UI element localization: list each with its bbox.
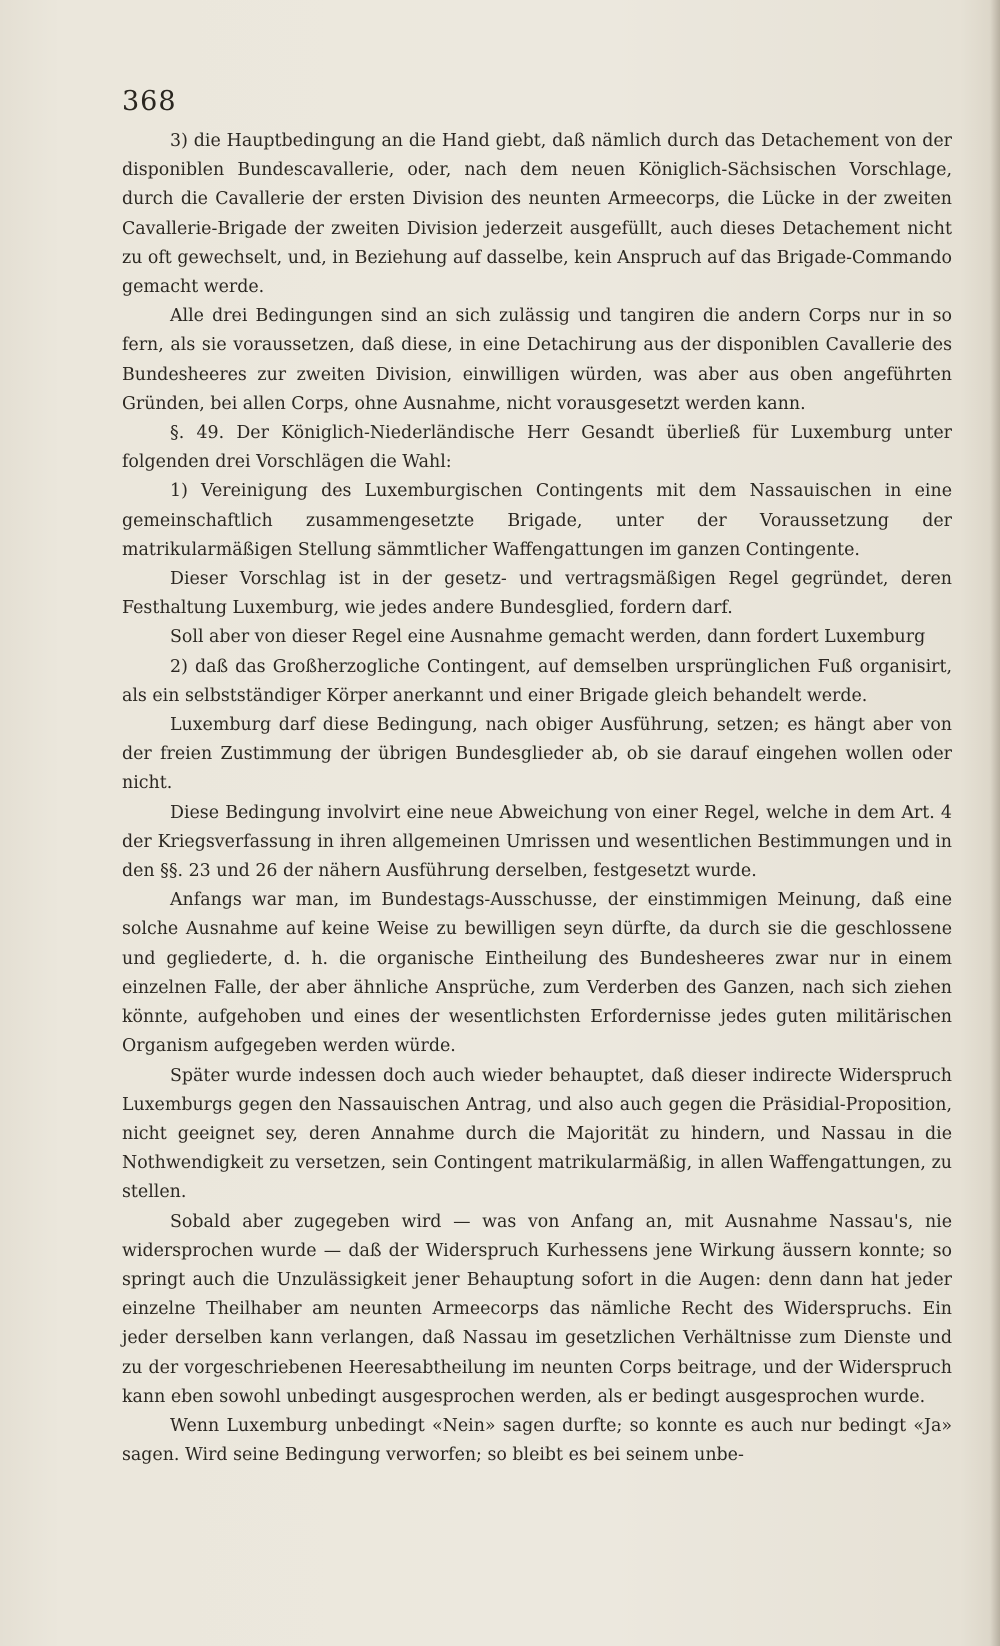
page-number: 368 bbox=[122, 86, 177, 117]
paragraph-11: Später wurde indessen doch auch wieder behauptet, daß dieser indirecte Widerspruch Luxemburgs gegen den Nassauischen Antrag, und also auch gegen die Präsidial-Proposition, nicht geeignet sey, deren Annahme durch die Majorität zu hindern, und Nassau in die Nothwendigkeit zu versetzen, sein Contingent matrikularmäßig, in allen Waffengattungen, zu stellen. bbox=[122, 1065, 952, 1203]
page-edge-shadow bbox=[990, 0, 1000, 1646]
paragraph-7: 2) daß das Großherzogliche Contingent, auf demselben ursprünglichen Fuß organisirt, als ein selbstständiger Körper anerkannt und einer Brigade gleich behandelt werde. bbox=[122, 656, 952, 706]
paragraph-6: Soll aber von dieser Regel eine Ausnahme gemacht werden, dann fordert Luxemburg bbox=[170, 627, 926, 648]
paragraph-13: Wenn Luxemburg unbedingt «Nein» sagen durfte; so konnte es auch nur bedingt «Ja» sagen. Wird seine Bedingung verworfen; so bleibt es bei seinem unbe- bbox=[122, 1415, 952, 1466]
paragraph-3: §. 49. Der Königlich-Niederländische Herr Gesandt überließ für Luxemburg unter folgenden drei Vorschlägen die Wahl: bbox=[122, 423, 952, 473]
paragraph-10: Anfangs war man, im Bundestags-Ausschusse, der einstimmigen Meinung, daß eine solche Ausnahme auf keine Weise zu bewilligen seyn dürfte, da durch sie die geschlossene und gegliederte, d. h. die organische Eintheilung des Bundesheeres zwar nur in einem einzelnen Falle, der aber ähnliche Ansprüche, zum Verderben des Ganzen, nach sich ziehen könnte, aufgehoben und eines der wesentlichsten Erfordernisse jedes guten militärischen Organism aufgegeben werden würde. bbox=[122, 890, 952, 1057]
paragraph-12: Sobald aber zugegeben wird — was von Anfang an, mit Ausnahme Nassau's, nie widersprochen wurde — daß der Widerspruch Kurhessens jene Wirkung äussern konnte; so springt auch die Unzulässigkeit jener Behauptung sofort in die Augen: denn dann hat jeder einzelne Theilhaber am neunten Armeecorps das nämliche Recht des Widerspruchs. Ein jeder derselben kann verlangen, daß Nassau im gesetzlichen Verhältnisse zum Dienste und zu der vorgeschriebenen Heeresabtheilung im neunten Corps beitrage, und der Widerspruch kann eben sowohl unbedingt ausgesprochen werden, als er bedingt ausgesprochen wurde. bbox=[122, 1211, 952, 1407]
paragraph-1: 3) die Hauptbedingung an die Hand giebt, daß nämlich durch das Detachement von der disponiblen Bundescavallerie, oder, nach dem neuen Königlich-Sächsischen Vorschlage, durch die Cavallerie der ersten Division des neunten Armeecorps, die Lücke in der zweiten Cavallerie-Brigade der zweiten Division jederzeit ausgefüllt, auch dieses Detachement nicht zu oft gewechselt, und, in Beziehung auf dasselbe, kein Anspruch auf das Brigade-Commando gemacht werde. bbox=[122, 131, 952, 298]
paragraph-4: 1) Vereinigung des Luxemburgischen Contingents mit dem Nassauischen in eine gemeinschaftlich zusammengesetzte Brigade, unter der Voraussetzung der matrikularmäßigen Stellung sämmtlicher Waffengattungen im ganzen Contingente. bbox=[122, 481, 952, 560]
paragraph-8: Luxemburg darf diese Bedingung, nach obiger Ausführung, setzen; es hängt aber von der freien Zustimmung der übrigen Bundesglieder ab, ob sie darauf eingehen wollen oder nicht. bbox=[122, 715, 952, 794]
paragraph-2: Alle drei Bedingungen sind an sich zulässig und tangiren die andern Corps nur in so fern, als sie voraussetzen, daß diese, in eine Detachirung aus der disponiblen Cavallerie des Bundesheeres zur zweiten Division, einwilligen würden, was aber aus oben angeführten Gründen, bei allen Corps, ohne Ausnahme, nicht vorausgesetzt werden kann. bbox=[122, 306, 952, 414]
paragraph-5: Dieser Vorschlag ist in der gesetz- und vertragsmäßigen Regel gegründet, deren Festhaltung Luxemburg, wie jedes andere Bundesglied, fordern darf. bbox=[122, 569, 952, 619]
body-text bbox=[122, 127, 952, 1470]
paragraph-9: Diese Bedingung involvirt eine neue Abweichung von einer Regel, welche in dem Art. 4 der Kriegsverfassung in ihren allgemeinen Umrissen und wesentlichen Bestimmungen und in den §§. 23 und 26 der nähern Ausführung derselben, festgesetzt wurde. bbox=[122, 802, 952, 882]
